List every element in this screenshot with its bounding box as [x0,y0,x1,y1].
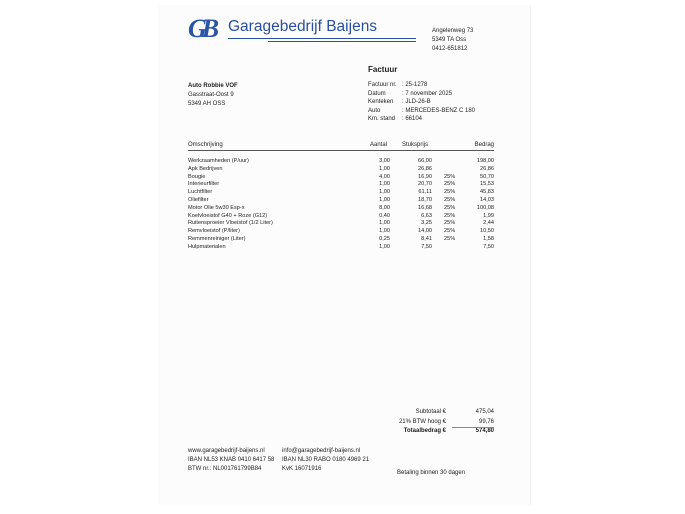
total-label: 21% BTW hoog € [398,418,446,425]
invoice-field-label: Factuur nr. [368,82,397,88]
customer-street: Gasstraat-Oost 9 [188,92,234,98]
item-amount: 26,86 [480,165,494,172]
invoice-field-value: : MERCEDES-BENZ C 180 [402,107,476,114]
payment-terms: Betaling binnen 30 dagen [397,470,466,476]
invoice-field-label: Km. stand [368,116,396,122]
company-postal-city: 5349 TA Oss [432,37,467,43]
item-vat: 25% [444,212,456,219]
item-description: Remmenreiniger (Liter) [188,236,246,242]
customer-postal-city: 5349 AH OSS [188,101,226,107]
item-vat: 25% [444,173,456,180]
item-qty: 1,00 [379,197,390,203]
invoice-page [158,5,531,505]
totals-divider [452,427,494,428]
item-qty: 0,25 [379,236,390,242]
footer-iban-1: IBAN NL53 KNAB 0410 6417 58 [188,457,275,463]
company-logo-mark: GB [188,14,215,43]
header-divider [188,150,494,151]
item-description: Oliefilter [188,197,209,203]
total-value: 574,80 [475,428,494,434]
item-description: Hulpmaterialen [188,243,226,250]
item-qty: 1,00 [379,189,390,196]
item-amount: 198,00 [476,158,494,164]
logo-underline [228,38,416,39]
item-description: Koelvloeistof G40 + Roze (G12) [188,212,268,219]
item-qty: 0,40 [379,212,390,219]
item-unit-price: 61,11 [418,189,432,196]
item-description: Luchtfilter [188,189,213,196]
company-street: Angelenweg 73 [432,28,474,34]
item-amount: 10,50 [480,228,494,235]
footer-website: www.garagebedrijf-baijens.nl [188,448,265,454]
item-qty: 1,00 [379,243,390,250]
invoice-field-value: : 7 november 2025 [402,90,453,97]
item-amount: 14,03 [480,197,494,203]
item-unit-price: 18,70 [418,197,432,203]
item-unit-price: 26,86 [418,165,432,172]
invoice-field-label: Datum [368,90,386,97]
item-unit-price: 20,70 [418,181,432,188]
invoice-field-value: : JLD-26-B [402,99,431,105]
item-description: Apk Bedrijven [188,165,223,172]
footer-iban-2: IBAN NL30 RABO 0180 4969 21 [282,457,370,463]
item-unit-price: 8,41 [421,236,432,242]
total-label: Totaalbedrag € [403,428,446,434]
item-qty: 1,00 [379,181,390,188]
item-amount: 45,83 [480,189,494,196]
item-qty: 1,00 [379,165,390,172]
item-vat: 25% [444,220,456,227]
invoice-field-label: Auto [368,107,381,114]
invoice-field-label: Kenteken [368,99,394,105]
item-qty: 4,00 [379,173,390,180]
logo-underline-2 [268,41,416,42]
item-unit-price: 16,68 [418,204,432,211]
item-vat: 25% [444,181,456,188]
company-name: Garagebedrijf Baijens [228,18,378,35]
item-vat: 25% [444,236,456,242]
item-vat: 25% [444,228,456,235]
item-amount: 2,44 [483,220,494,227]
item-qty: 8,00 [379,204,390,211]
header-amount: Bedrag [474,142,494,148]
item-unit-price: 16,90 [418,173,432,180]
item-vat: 25% [444,197,456,203]
item-description: Bougie [188,173,206,180]
item-description: Ruitensproeier Vloeistof (1/2 Liter) [188,220,273,227]
item-description: Remvloeistof (P/liter) [188,228,240,235]
item-description: Werkzaamheden (P/uur) [188,158,249,164]
customer-name: Auto Robbie VOF [188,83,238,89]
invoice-field-value: : 25-1278 [402,82,428,88]
footer-kvk: KvK 16071916 [282,466,322,472]
total-value: 99,76 [478,418,494,425]
item-unit-price: 6,63 [421,212,432,219]
item-qty: 1,00 [379,228,390,235]
item-amount: 1,58 [483,236,494,242]
item-unit-price: 7,50 [421,243,432,250]
invoice-field-value: : 66104 [402,116,423,122]
item-amount: 15,53 [480,181,494,188]
invoice-title: Factuur [368,65,398,74]
header-unit-price: Stuksprijs [402,142,429,148]
total-label: Subtotaal € [415,409,446,415]
item-qty: 1,00 [379,220,390,227]
header-description: Omschrijving [188,142,223,148]
footer-btw: BTW nr.: NL001761799B84 [188,466,262,472]
item-description: Interieurfilter [188,181,220,188]
item-amount: 7,50 [483,243,494,250]
item-amount: 1,99 [483,212,494,219]
footer-email: info@garagebedrijf-baijens.nl [282,448,361,454]
header-qty: Aantal [370,142,388,148]
item-description: Motor Olie 5w30 Esp-x [188,204,245,211]
item-vat: 25% [444,189,456,196]
total-value: 475,04 [475,409,494,415]
item-amount: 100,08 [476,204,494,211]
item-vat: 25% [444,204,456,211]
item-qty: 3,00 [379,158,390,164]
item-unit-price: 3,25 [421,220,432,227]
item-amount: 50,70 [480,173,494,180]
item-unit-price: 66,00 [418,158,432,164]
item-unit-price: 14,00 [418,228,432,235]
company-phone: 0412-651812 [432,46,468,52]
